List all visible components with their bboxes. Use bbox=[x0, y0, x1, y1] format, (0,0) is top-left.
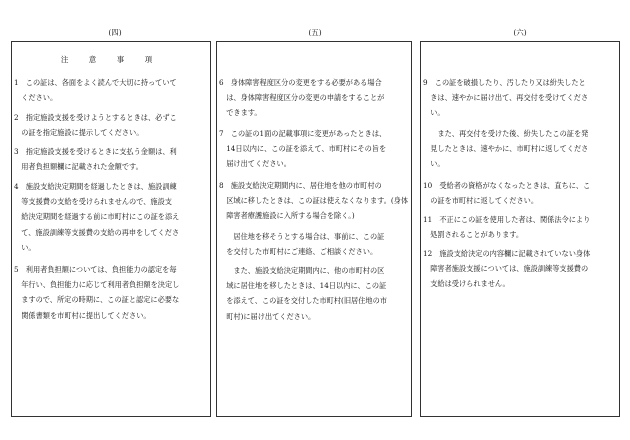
notice-line: は、身体障害程度区分の変更の申請をすることが bbox=[219, 93, 385, 103]
notice-paragraph bbox=[14, 75, 177, 105]
notice-paragraph bbox=[423, 75, 588, 121]
notice-line: の証を市町村に返してください。 bbox=[423, 196, 539, 206]
notice-line: 2 指定施設支援を受けようとするときは、必ずこ bbox=[14, 113, 177, 122]
notice-line: 処罰されることがあります。 bbox=[423, 230, 524, 240]
column-label-5: (五) bbox=[308, 28, 322, 37]
notice-paragraph bbox=[14, 110, 177, 140]
notice-line: 届け出てください。 bbox=[219, 159, 291, 169]
notice-line: 6 身体障害程度区分の変更をする必要がある場合 bbox=[219, 78, 382, 87]
notice-line: 4 施設支給決定期間を経過したときは、施設訓練 bbox=[14, 182, 177, 191]
notice-line: の証を指定施設に提示してください。 bbox=[14, 128, 144, 138]
column-label-6: (六) bbox=[513, 28, 527, 37]
notice-line: て、施設訓練等支援費の支給の再申をしてくださ bbox=[14, 227, 180, 237]
notice-line: 関係書類を市町村に提出してください。 bbox=[14, 310, 151, 320]
notice-line: また、施設支給決定期間内に、他の市町村の区 bbox=[219, 266, 385, 275]
notice-line: 障害者施設支援については、施設訓練等支援費の bbox=[423, 264, 589, 274]
notice-line: 町村)に届け出てください。 bbox=[219, 311, 316, 321]
notice-paragraph bbox=[14, 262, 179, 323]
notice-line: 14日以内に、この証を添えて、市町村にその旨を bbox=[219, 144, 387, 154]
notice-line: 等支援費の支給を受けられませんので、施設支 bbox=[14, 197, 172, 207]
notice-line: 10 受給者の資格がなくなったときは、直ちに、こ bbox=[423, 181, 591, 190]
notice-line: い。 bbox=[423, 108, 445, 118]
notice-paragraph bbox=[14, 179, 179, 255]
notice-line: 用者負担額欄に記載された金額です。 bbox=[14, 162, 143, 172]
notice-paragraph bbox=[423, 212, 590, 242]
notice-line: きは、速やかに届け出て、再交付を受けてくださ bbox=[423, 93, 589, 103]
notes-title: 注 意 事 項 bbox=[60, 55, 162, 64]
notice-line: 3 指定施設支援を受けるときに支払う金額は、利 bbox=[14, 147, 177, 156]
notice-line: ますので、所定の時期に、この証と認定に必要な bbox=[14, 295, 180, 305]
notice-line: 障害者療護施設に入所する場合を除く。) bbox=[219, 211, 355, 221]
notice-paragraph bbox=[219, 263, 387, 324]
column-label-4: (四) bbox=[108, 28, 122, 37]
notice-line: い。 bbox=[14, 242, 36, 252]
notice-paragraph bbox=[219, 229, 384, 259]
notice-line: 11 不正にこの証を使用した者は、関係法令により bbox=[423, 215, 591, 224]
notice-line: 支給は受けられません。 bbox=[423, 279, 510, 289]
notice-line: また、再交付を受けた後、紛失したこの証を発 bbox=[423, 129, 589, 138]
notice-line: 見したときは、速やかに、市町村に返してくださ bbox=[423, 144, 589, 154]
notice-line: を交付した市町村にご連絡、ご相談ください。 bbox=[219, 247, 378, 257]
notice-paragraph bbox=[423, 178, 590, 208]
notice-paragraph bbox=[423, 246, 590, 292]
notice-line: 給決定期間を経過する前に市町村にこの証を添え bbox=[14, 212, 180, 222]
notice-line: 年行い、負担能力に応じて利用者負担額を決定し bbox=[14, 280, 180, 290]
notice-line: い。 bbox=[423, 159, 445, 169]
notice-line: 9 この証を破損したり、汚したり又は紛失したと bbox=[423, 78, 586, 87]
notice-line: 7 この証の1面の記載事項に変更があったときは、 bbox=[219, 129, 387, 138]
notice-line: 居住地を移そうとする場合は、事前に、この証 bbox=[219, 232, 385, 241]
notice-line: を添えて、この証を交付した市町村(旧居住地の市 bbox=[219, 296, 387, 306]
notice-paragraph bbox=[219, 75, 384, 121]
notice-line: 域に居住地を移したときは、14日以内に、この証 bbox=[219, 281, 387, 291]
notice-paragraph bbox=[14, 144, 177, 174]
notice-line: できます。 bbox=[219, 108, 262, 118]
notice-line: 5 利用者負担額については、負担能力の認定を毎 bbox=[14, 265, 177, 274]
notice-paragraph bbox=[219, 126, 386, 172]
notice-paragraph bbox=[219, 178, 408, 224]
notice-paragraph bbox=[423, 126, 588, 172]
notice-line: ください。 bbox=[14, 93, 58, 103]
notice-line: 12 施設支給決定の内容欄に記載されていない身体 bbox=[423, 249, 591, 258]
notice-line: 区域に移したときは、この証は使えなくなります。(身体 bbox=[219, 196, 409, 206]
notice-line: 8 施設支給決定期間内に、居住地を他の市町村の bbox=[219, 181, 382, 190]
notice-line: 1 この証は、各面をよく読んで大切に持っていて bbox=[14, 78, 177, 87]
